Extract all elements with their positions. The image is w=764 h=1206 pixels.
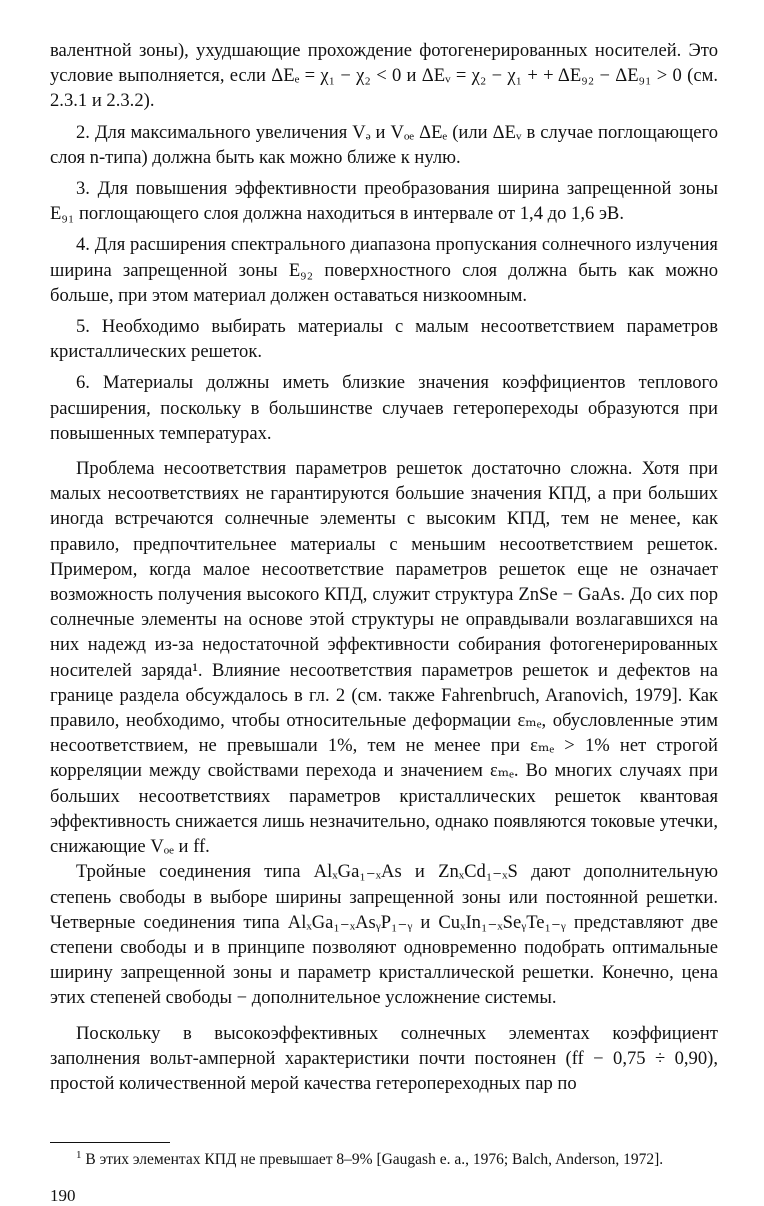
page-number: 190 bbox=[50, 1186, 76, 1206]
footnote-text: В этих элементах КПД не превышает 8–9% [Gaugash e. a., 1976; Balch, Anderson, 1972]. bbox=[85, 1151, 664, 1169]
footnote bbox=[50, 1149, 718, 1170]
paragraph-lattice-mismatch: Проблема несоответствия параметров решеток достаточно сложна. Хотя при малых несоответствиях не гарантируются большие значения КПД, а при больших иногда встречаются солнечные элементы с высоким КПД, тем не менее, как правило, предпочтительнее материалы с меньшим несоответствием решеток. Примером, когда малое несоответствие параметров решеток еще не означает возможность получения высокого КПД, служит структура ZnSe − GaAs. До сих пор солнечные элементы на основе этой структуры не оправдывали возлагавшихся на них надежд из-за недостаточной эффективности собирания фотогенерированных носителей заряда¹. Влияние несоответствия параметров решеток и дефектов на границе раздела обсуждалось в гл. 2 (см. также Fahrenbruch, Aranovich, 1979]. Как правило, необходимо, чтобы относительные деформации εₘₑ, обусловленные этим несоответствием, не превышали 1%, тем не менее при εₘₑ > 1% нет строгой корреляции между свойствами перехода и значением εₘₑ. Во многих случаях при больших несоответствиях параметров кристаллических решеток квантовая эффективность снижается лишь незначительно, однако появляются токовые утечки, снижающие Vₒₑ и ff. bbox=[50, 458, 718, 858]
list-item-3: 3. Для повышения эффективности преобразования ширина запрещенной зоны E₉₁ поглощающего слоя должна находиться в интервале от 1,4 до 1,6 эВ. bbox=[50, 178, 718, 225]
paragraph-fill-factor: Поскольку в высокоэффективных солнечных элементах коэффициент заполнения вольт-амперной характеристики почти постоянен (ff − 0,75 ÷ 0,90), простой количественной мерой качества гетеропереходных пар по bbox=[50, 1022, 718, 1094]
list-item-2: 2. Для максимального увеличения Vₔ и Vₒₑ ΔEₑ (или ΔEᵥ в случае поглощающего слоя n-типа) должна быть как можно ближе к нулю. bbox=[50, 121, 718, 168]
footnote-marker: 1 bbox=[76, 1148, 82, 1161]
list-item-6: 6. Материалы должны иметь близкие значения коэффициентов теплового расширения, поскольку в большинстве случаев гетеропереходы образуются при повышенных температурах. bbox=[50, 372, 718, 444]
footnote-divider bbox=[50, 1142, 170, 1143]
main-text bbox=[50, 38, 718, 1096]
list-item-5: 5. Необходимо выбирать материалы с малым несоответствием параметров кристаллических решеток. bbox=[50, 316, 718, 363]
paragraph-1: валентной зоны), ухудшающие прохождение фотогенерированных носителей. Это условие выполняется, если ΔEₑ = χ₁ − χ₂ < 0 и ΔEᵥ = χ₂ − χ₁ + + ΔE₉₂ − ΔE₉₁ > 0 (см. 2.3.1 и 2.3.2). bbox=[50, 40, 718, 112]
list-item-4: 4. Для расширения спектрального диапазона пропускания солнечного излучения ширина запрещенной зоны E₉₂ поверхностного слоя должна быть как можно больше, при этом материал должен оставаться низкоомным. bbox=[50, 234, 718, 306]
paragraph-ternary-compounds: Тройные соединения типа AlₓGa₁₋ₓAs и ZnₓCd₁₋ₓS дают дополнительную степень свободы в выборе ширины запрещенной зоны или постоянной решетки. Четверные соединения типа AlₓGa₁₋ₓAsᵧP₁₋ᵧ и CuₓIn₁₋ₓSeᵧTe₁₋ᵧ представляют две степени свободы и в принципе позволяют одновременно подобрать оптимальные ширину запрещенной зоны и параметр кристаллической решетки. Конечно, цена этих степеней свободы − дополнительное усложнение системы. bbox=[50, 861, 718, 1009]
